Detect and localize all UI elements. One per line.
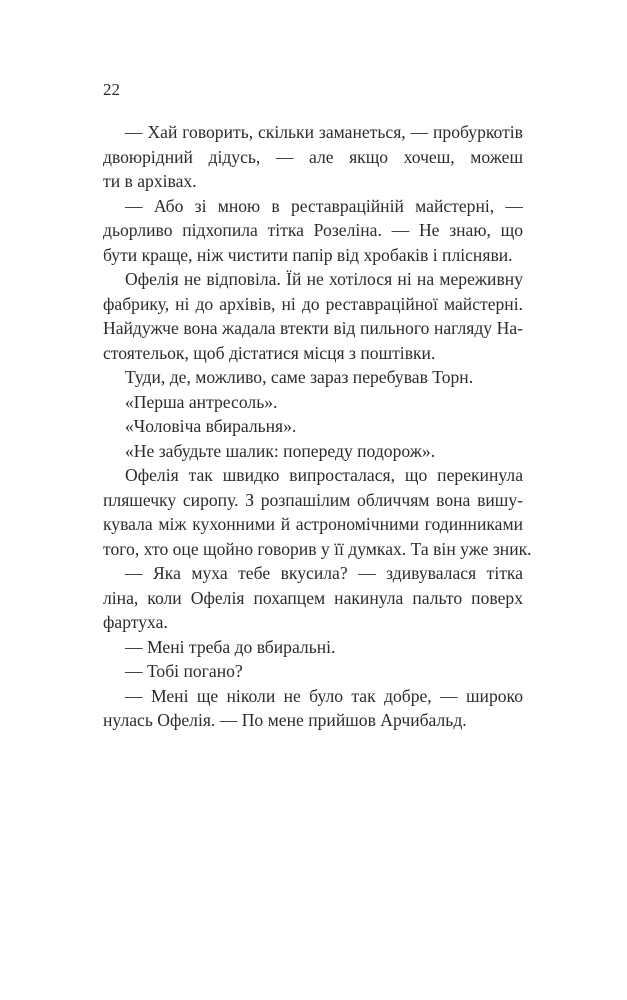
- text-line: кувала між кухонними й астрономічними годинниками: [103, 514, 523, 534]
- page-number: 22: [103, 80, 120, 99]
- text-line: двоюрідний дідусь, — але якщо хочеш, можеш: [103, 146, 523, 167]
- text-line: — Або зі мною в реставраційній майстерні, —: [125, 195, 523, 216]
- text-line: фабрику, ні до архівів, ні до реставраційної майстерні.: [103, 293, 523, 314]
- text-line: — Мені треба до вбиральні.: [125, 636, 336, 657]
- text-line: Туди, де, можливо, саме зараз перебував Торн.: [125, 367, 474, 387]
- text-line: ти в архівах.: [103, 171, 197, 191]
- text-line: Найдужче вона жадала втекти від пильного нагляду На-: [103, 318, 523, 338]
- text-line: «Перша антресоль».: [125, 391, 278, 412]
- body-text: [103, 120, 532, 733]
- text-line: фартуха.: [103, 612, 168, 632]
- text-line: бути краще, ніж чистити папір від хробаків і плісняви.: [103, 244, 513, 265]
- text-line: «Не забудьте шалик: попереду подорож».: [125, 440, 436, 461]
- text-line: дьорливо підхопила тітка Розеліна. — Не знаю, що: [103, 220, 523, 240]
- text-line: стоятельок, щоб дістатися місця з поштівки.: [103, 342, 436, 363]
- text-line: — Хай говорить, скільки заманеться, — пробуркотів: [125, 122, 523, 142]
- text-line: ліна, коли Офелія похапцем накинула пальто поверх: [103, 587, 523, 608]
- text-line: Офелія не відповіла. Їй не хотілося ні на мереживну: [125, 269, 523, 289]
- text-line: того, хто оце щойно говорив у її думках. Та він уже зник.: [103, 538, 532, 559]
- text-line: — Яка муха тебе вкусила? — здивувалася тітка: [125, 563, 523, 583]
- text-line: — Мені ще ніколи не було так добре, — широко: [125, 685, 523, 706]
- text-line: нулась Офелія. — По мене прийшов Арчибальд.: [103, 710, 467, 730]
- text-line: Офелія так швидко випросталася, що перекинула: [125, 465, 523, 485]
- text-line: «Чоловіча вбиральня».: [125, 416, 297, 436]
- text-line: — Тобі погано?: [125, 661, 243, 681]
- text-line: пляшечку сиропу. З розпашілим обличчям вона вишу-: [103, 489, 523, 510]
